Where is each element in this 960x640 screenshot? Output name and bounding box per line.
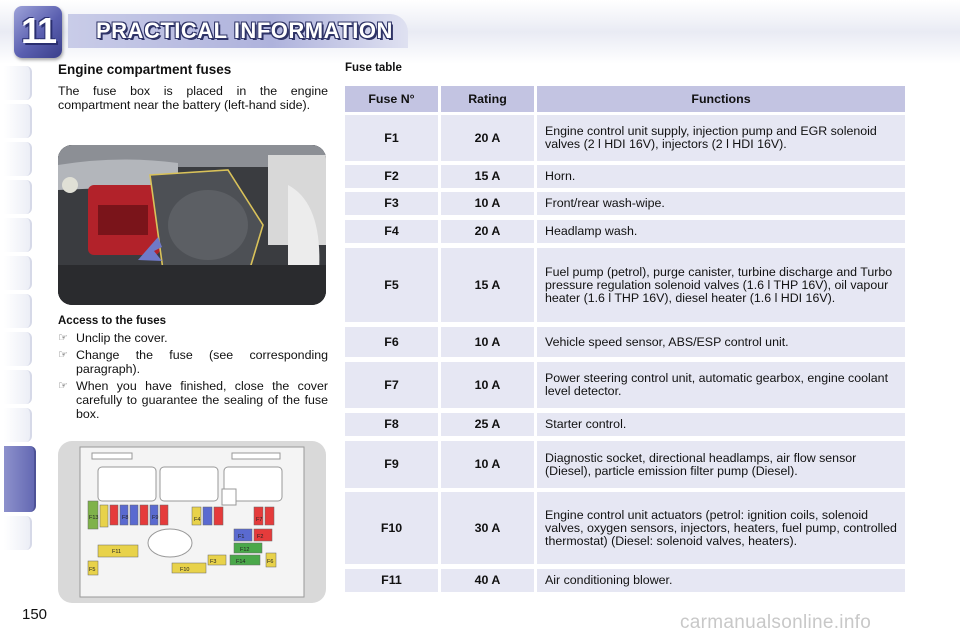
fuse-number: F7 <box>345 362 438 408</box>
access-step: ☞ Change the fuse (see corresponding paragraph). <box>58 348 328 376</box>
watermark: carmanualsonline.info <box>680 612 872 633</box>
table-row <box>345 248 905 322</box>
fuse-rating: 30 A <box>441 492 534 564</box>
fuse-label: F9 <box>152 515 159 521</box>
header-functions: Functions <box>537 86 905 112</box>
fuse-number: F8 <box>345 413 438 436</box>
access-step: ☞ When you have finished, close the cover carefully to guarantee the sealing of the fuse box. <box>58 379 328 421</box>
fuse-functions: Starter control. <box>537 413 905 436</box>
chapter-tab-10[interactable] <box>4 408 32 442</box>
fuse-label: F10 <box>180 567 190 573</box>
chapter-tab-12[interactable] <box>4 516 32 550</box>
fuse-rating: 10 A <box>441 441 534 488</box>
fuse-label: F13 <box>89 515 99 521</box>
chapter-tab-6[interactable] <box>4 256 32 290</box>
fuse-rating: 20 A <box>441 115 534 161</box>
fuse-functions: Diagnostic socket, directional headlamps, air flow sensor (Diesel), particle emission filter pump (Diesel). <box>537 441 905 488</box>
fuse-number: F4 <box>345 220 438 243</box>
chapter-tab-8[interactable] <box>4 332 32 366</box>
fuse-label: F4 <box>194 517 201 523</box>
fuse-functions: Vehicle speed sensor, ABS/ESP control unit. <box>537 327 905 357</box>
fuse-functions: Horn. <box>537 165 905 188</box>
fuse-rating: 20 A <box>441 220 534 243</box>
engine-photo-illustration <box>58 145 326 305</box>
fuse-number: F11 <box>345 569 438 592</box>
fuse-label: F6 <box>267 559 274 565</box>
table-title: Fuse table <box>345 62 402 74</box>
chapter-number: 11 <box>20 10 56 51</box>
access-heading: Access to the fuses <box>58 315 167 327</box>
chapter-tab-9[interactable] <box>4 370 32 404</box>
fuse-box-illustration <box>58 441 326 603</box>
fuse-rating: 25 A <box>441 413 534 436</box>
fuse-rating: 10 A <box>441 327 534 357</box>
fuse-box-diagram <box>58 441 326 603</box>
fuse-number: F3 <box>345 192 438 215</box>
table-row <box>345 362 905 408</box>
hand-pointer-icon: ☞ <box>58 380 68 392</box>
fuse-number: F10 <box>345 492 438 564</box>
table-row <box>345 192 905 215</box>
fuse-label: F12 <box>240 547 250 553</box>
access-steps <box>58 331 328 424</box>
fuse-rating: 10 A <box>441 192 534 215</box>
intro-paragraph: The fuse box is placed in the engine compartment near the battery (left-hand side). <box>58 84 328 112</box>
fuse-label: F1 <box>238 534 245 540</box>
header-rating: Rating <box>441 86 534 112</box>
fuse-number: F1 <box>345 115 438 161</box>
chapter-tab-7[interactable] <box>4 294 32 328</box>
fuse-functions: Headlamp wash. <box>537 220 905 243</box>
fuse-number: F9 <box>345 441 438 488</box>
hand-pointer-icon: ☞ <box>58 349 68 361</box>
table-row <box>345 441 905 488</box>
chapter-tab-2[interactable] <box>4 104 32 138</box>
fuse-rating: 10 A <box>441 362 534 408</box>
fuse-label: F2 <box>257 534 264 540</box>
chapter-tabs <box>0 66 34 576</box>
header-fuse-number: Fuse N° <box>345 86 438 112</box>
chapter-tab-5[interactable] <box>4 218 32 252</box>
fuse-number: F5 <box>345 248 438 322</box>
table-row <box>345 569 905 592</box>
chapter-tab-11-active[interactable] <box>4 446 36 512</box>
fuse-rating: 40 A <box>441 569 534 592</box>
fuse-label: F3 <box>210 559 217 565</box>
fuse-functions: Fuel pump (petrol), purge canister, turbine discharge and Turbo pressure regulation solenoid valves (1.6 l THP 16V), oil vapour heater (1.6 l THP 16V), diesel heater (1.6 l HDI 16V). <box>537 248 905 322</box>
section-heading: Engine compartment fuses <box>58 62 232 77</box>
fuse-number: F6 <box>345 327 438 357</box>
fuse-label: F8 <box>122 515 129 521</box>
fuse-label: F7 <box>256 517 263 523</box>
table-row <box>345 115 905 161</box>
table-row <box>345 492 905 564</box>
chapter-tab-4[interactable] <box>4 180 32 214</box>
table-header-row <box>345 86 905 112</box>
hand-pointer-icon: ☞ <box>58 332 68 344</box>
table-row <box>345 165 905 188</box>
fuse-label: F14 <box>236 559 246 565</box>
fuse-rating: 15 A <box>441 248 534 322</box>
table-row <box>345 327 905 357</box>
table-row <box>345 220 905 243</box>
fuse-functions: Air conditioning blower. <box>537 569 905 592</box>
fuse-functions: Engine control unit supply, injection pump and EGR solenoid valves (2 l HDI 16V), injectors (2 l HDI 16V). <box>537 115 905 161</box>
fuse-label: F5 <box>89 567 96 573</box>
fuse-label: F11 <box>112 549 122 555</box>
fuse-number: F2 <box>345 165 438 188</box>
table-row <box>345 413 905 436</box>
fuse-functions: Power steering control unit, automatic gearbox, engine coolant level detector. <box>537 362 905 408</box>
page-title: PRACTICAL INFORMATION <box>96 18 393 43</box>
fuse-functions: Engine control unit actuators (petrol: ignition coils, solenoid valves, oxygen sensors, injectors, heaters, fuel pump, controlled thermostat) (Diesel: solenoid valves, heaters). <box>537 492 905 564</box>
chapter-tab-3[interactable] <box>4 142 32 176</box>
chapter-tab-1[interactable] <box>4 66 32 100</box>
fuse-functions: Front/rear wash-wipe. <box>537 192 905 215</box>
access-step: ☞ Unclip the cover. <box>58 331 168 345</box>
page-number: 150 <box>22 606 48 623</box>
fuse-rating: 15 A <box>441 165 534 188</box>
engine-compartment-photo <box>58 145 326 305</box>
